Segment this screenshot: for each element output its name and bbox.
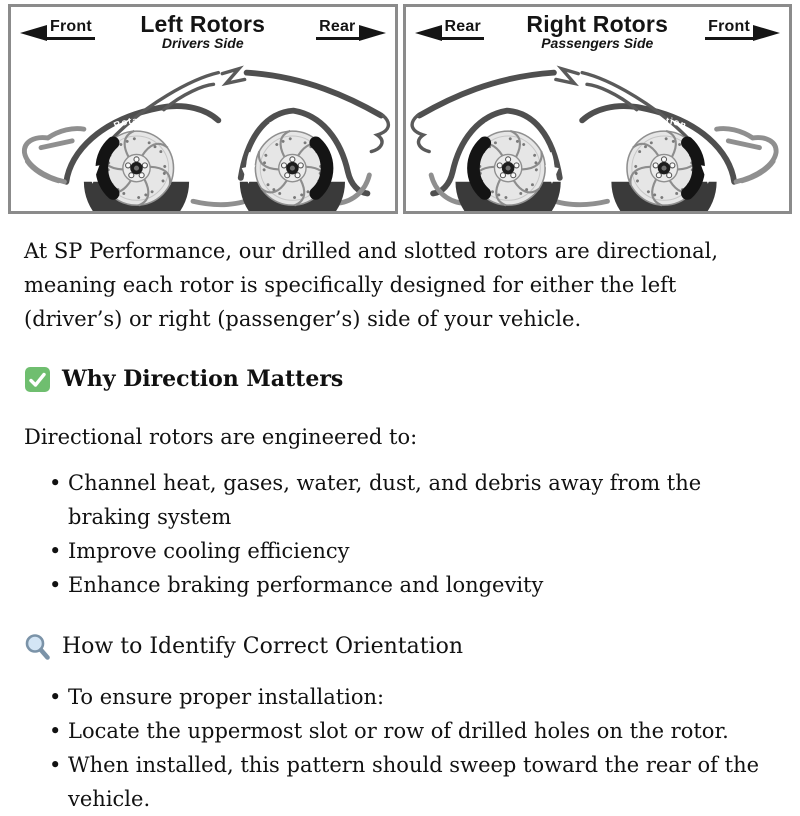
list-item: • To ensure proper installation: [68, 680, 770, 714]
arrow-right-icon [359, 25, 386, 41]
left-car-illustration [11, 59, 395, 211]
rear-direction-arrow [316, 18, 385, 40]
list-item: • Improve cooling efficiency [68, 534, 708, 568]
front-direction-arrow [20, 18, 95, 40]
rear-label: Rear [316, 18, 358, 40]
rotation-label-front-left: Rotation [112, 115, 161, 131]
left-panel-header [11, 7, 395, 59]
rotor-direction-diagram [8, 4, 792, 214]
right-rotors-panel [403, 4, 793, 214]
list-item: • Locate the uppermost slot or row of drilled holes on the rotor. [68, 714, 770, 748]
front-direction-arrow [705, 18, 780, 40]
identify-orientation-heading [24, 630, 774, 664]
right-panel-header [406, 7, 790, 59]
arrow-right-icon [753, 25, 780, 41]
identify-heading-text: How to Identify Correct Orientation [62, 634, 464, 659]
why-benefits-list [24, 466, 774, 602]
list-item: • Channel heat, gases, water, dust, and debris away from the braking system [68, 466, 708, 534]
why-direction-matters-heading [24, 362, 774, 396]
rear-label: Rear [442, 18, 484, 40]
rotation-label-rear-right: Rotation [483, 115, 532, 131]
rotation-label-front-right: Rotation [639, 115, 688, 131]
front-label: Front [47, 18, 95, 40]
why-heading-text: Why Direction Matters [62, 366, 344, 392]
why-lead-text: Directional rotors are engineered to: [24, 425, 418, 449]
list-item: • Enhance braking performance and longevity [68, 568, 708, 602]
intro-paragraph: At SP Performance, our drilled and slotted rotors are directional, meaning each rotor is specifically designed for either the left (driver’s) or right (passenger’s) side of your vehicle. [24, 239, 719, 331]
arrow-left-icon [415, 25, 442, 41]
arrow-left-icon [20, 25, 47, 41]
check-mark-icon [24, 366, 51, 393]
left-panel-title: Left Rotors [140, 11, 266, 37]
magnifying-glass-icon [24, 633, 52, 661]
left-rotors-panel [8, 4, 398, 214]
right-panel-subtitle: Passengers Side [541, 35, 654, 51]
article-body [0, 214, 800, 816]
right-panel-title: Right Rotors [526, 11, 669, 37]
front-label: Front [705, 18, 753, 40]
identify-steps-list [24, 680, 774, 816]
list-item: • When installed, this pattern should sweep toward the rear of the vehicle. [68, 748, 770, 816]
left-panel-subtitle: Drivers Side [161, 35, 244, 51]
right-car-illustration [406, 59, 790, 211]
rotation-label-rear-left: Rotation [268, 115, 317, 131]
rear-direction-arrow [415, 18, 484, 40]
